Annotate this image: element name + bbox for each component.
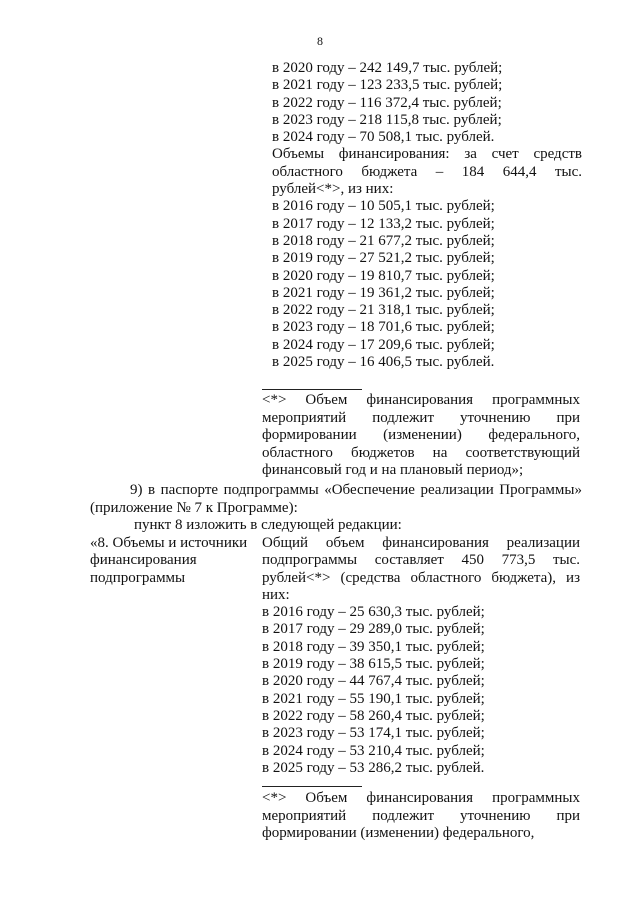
year-line: в 2021 году – 55 190,1 тыс. рублей;	[262, 690, 485, 707]
year-line: в 2021 году – 123 233,5 тыс. рублей;	[272, 77, 503, 94]
total-text: подпрограммы составляет 450 773,5 тыс.	[262, 552, 580, 569]
year-line: в 2024 году – 70 508,1 тыс. рублей.	[272, 129, 495, 146]
year-line: в 2022 году – 116 372,4 тыс. рублей;	[272, 94, 502, 111]
section-label-line: подпрограммы	[90, 569, 186, 586]
total-text: них:	[262, 586, 290, 603]
total-text: рублей<*> (средства областного бюджета), из	[262, 569, 580, 586]
year-line: в 2024 году – 17 209,6 тыс. рублей;	[272, 336, 495, 353]
section-label-line: финансирования	[90, 552, 197, 569]
year-line: в 2020 году – 19 810,7 тыс. рублей;	[272, 267, 495, 284]
funding-text: Объемы финансирования: за счет средств	[272, 146, 582, 163]
footnote: <*> Объем финансирования программных мероприятий подлежит уточнению при формировании (изменении) федерального, областного бюджетов на соответствующий финансовый год и на плановый период»;	[262, 392, 580, 479]
year-line: в 2025 году – 53 286,2 тыс. рублей.	[262, 759, 485, 776]
page-number: 8	[317, 34, 323, 48]
footnote-divider	[262, 389, 362, 390]
year-line: в 2016 году – 25 630,3 тыс. рублей;	[262, 604, 485, 621]
section-label-line: «8. Объемы и источники	[90, 535, 248, 551]
year-line: в 2025 году – 16 406,5 тыс. рублей.	[272, 354, 495, 371]
footnote: <*> Объем финансирования программных мероприятий подлежит уточнению при формировании (изменении) федерального,	[262, 790, 580, 842]
year-line: в 2023 году – 53 174,1 тыс. рублей;	[262, 725, 485, 742]
year-line: в 2023 году – 218 115,8 тыс. рублей;	[272, 111, 502, 128]
item-9-line: (приложение № 7 к Программе):	[90, 499, 298, 516]
year-line: в 2019 году – 38 615,5 тыс. рублей;	[262, 656, 485, 673]
year-line: в 2016 году – 10 505,1 тыс. рублей;	[272, 198, 495, 215]
year-line: в 2017 году – 29 289,0 тыс. рублей;	[262, 621, 485, 638]
year-line: в 2018 году – 21 677,2 тыс. рублей;	[272, 232, 495, 249]
year-line: в 2022 году – 21 318,1 тыс. рублей;	[272, 302, 495, 319]
item-9	[90, 482, 582, 535]
section-label	[90, 535, 260, 587]
item-9-line: 9) в паспорте подпрограммы «Обеспечение реализации Программы»	[130, 482, 582, 498]
year-line: в 2017 году – 12 133,2 тыс. рублей;	[272, 215, 495, 232]
year-line: в 2019 году – 27 521,2 тыс. рублей;	[272, 250, 495, 267]
item-8-intro: пункт 8 изложить в следующей редакции:	[134, 517, 402, 534]
year-line: в 2024 году – 53 210,4 тыс. рублей;	[262, 742, 485, 759]
funding-text: рублей<*>, из них:	[272, 181, 394, 198]
year-line: в 2020 году – 44 767,4 тыс. рублей;	[262, 673, 485, 690]
total-text: Общий объем финансирования реализации	[262, 535, 580, 551]
footnote-divider	[262, 786, 362, 787]
funding-block-1	[272, 60, 582, 371]
funding-block-2	[262, 535, 580, 777]
year-line: в 2021 году – 19 361,2 тыс. рублей;	[272, 284, 495, 301]
year-line: в 2018 году – 39 350,1 тыс. рублей;	[262, 638, 485, 655]
year-line: в 2022 году – 58 260,4 тыс. рублей;	[262, 707, 485, 724]
year-line: в 2023 году – 18 701,6 тыс. рублей;	[272, 319, 495, 336]
funding-text: областного бюджета – 184 644,4 тыс.	[272, 163, 582, 180]
year-line: в 2020 году – 242 149,7 тыс. рублей;	[272, 60, 503, 76]
